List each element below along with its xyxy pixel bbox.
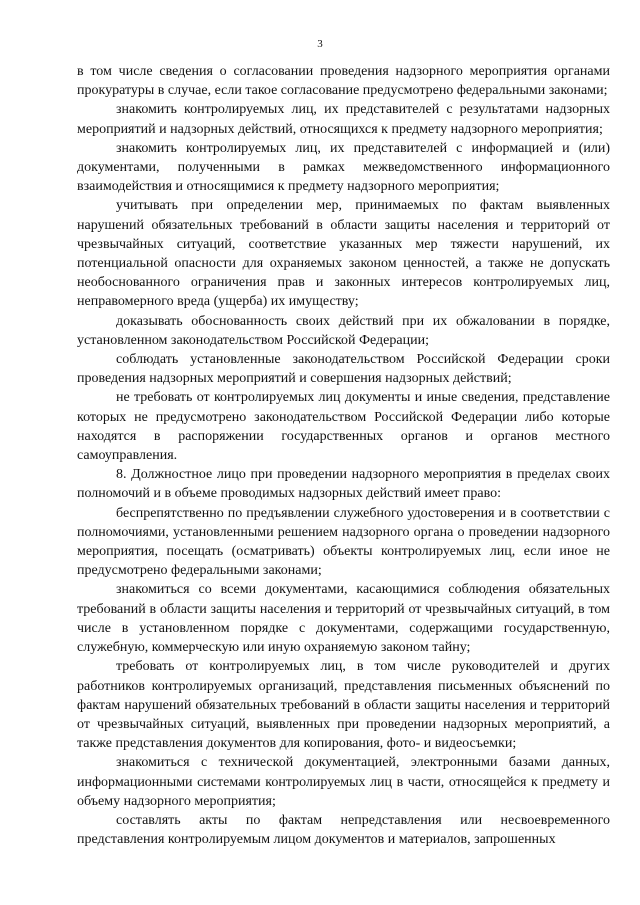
paragraph: составлять акты по фактам непредставления или несвоевременного представления контролируемым лицом документов и материалов, запрошенных	[77, 812, 610, 848]
paragraph: знакомить контролируемых лиц, их представителей с информацией и (или) документами, полученными в рамках межведомственного информационного взаимодействия и относящимися к предмету надзорного мероприятия;	[77, 140, 610, 195]
page-number: 3	[317, 38, 323, 50]
paragraph: знакомиться с технической документацией, электронными базами данных, информационными системами контролируемых лиц в части, относящейся к предмету и объему надзорного мероприятия;	[77, 755, 610, 809]
paragraph: знакомить контролируемых лиц, их представителей с результатами надзорных мероприятий и надзорных действий, относящихся к предмету надзорного мероприятия;	[77, 102, 610, 137]
paragraph: беспрепятственно по предъявлении служебного удостоверения и в соответствии с полномочиями, установленными решением надзорного органа о проведении надзорного мероприятия, посещать (осматривать) объекты контролируемых лиц, если иное не предусмотрено федеральными законами;	[77, 505, 610, 579]
paragraph: не требовать от контролируемых лиц документы и иные сведения, представление которых не предусмотрено законодательством Российской Федерации либо которые находятся в распоряжении государственных органов и органов местного самоуправления.	[77, 390, 610, 464]
paragraph: доказывать обоснованность своих действий при их обжаловании в порядке, установленном законодательством Российской Федерации;	[77, 313, 610, 348]
paragraph: в том числе сведения о согласовании проведения надзорного мероприятия органами прокуратуры в случае, если такое согласование предусмотрено федеральными законами;	[77, 64, 610, 99]
paragraph: соблюдать установленные законодательством Российской Федерации сроки проведения надзорных мероприятий и совершения надзорных действий;	[77, 352, 610, 387]
paragraph: требовать от контролируемых лиц, в том числе руководителей и других работников контролируемых организаций, представления письменных объяснений по фактам нарушений обязательных требований в области защиты населения и территорий от чрезвычайных ситуаций, выявленных при проведении надзорных мероприятий, а также представления документов для копирования, фото- и видеосъемки;	[77, 659, 610, 752]
document-body	[77, 62, 610, 849]
paragraph: знакомиться со всеми документами, касающимися соблюдения обязательных требований в области защиты населения и территорий от чрезвычайных ситуаций, в том числе в установленном порядке с документами, содержащими государственную, служебную, коммерческую или иную охраняемую законом тайну;	[77, 582, 610, 656]
paragraph: учитывать при определении мер, принимаемых по фактам выявленных нарушений обязательных требований в области защиты населения и территорий от чрезвычайных ситуаций, соответствие указанных мер тяжести нарушений, их потенциальной опасности для охраняемых законом ценностей, а также не допускать необоснованного ограничения прав и законных интересов контролируемых лиц, неправомерного вреда (ущерба) их имуществу;	[77, 198, 610, 310]
section-heading-paragraph: 8. Должностное лицо при проведении надзорного мероприятия в пределах своих полномочий и в объеме проводимых надзорных действий имеет право:	[77, 467, 610, 502]
